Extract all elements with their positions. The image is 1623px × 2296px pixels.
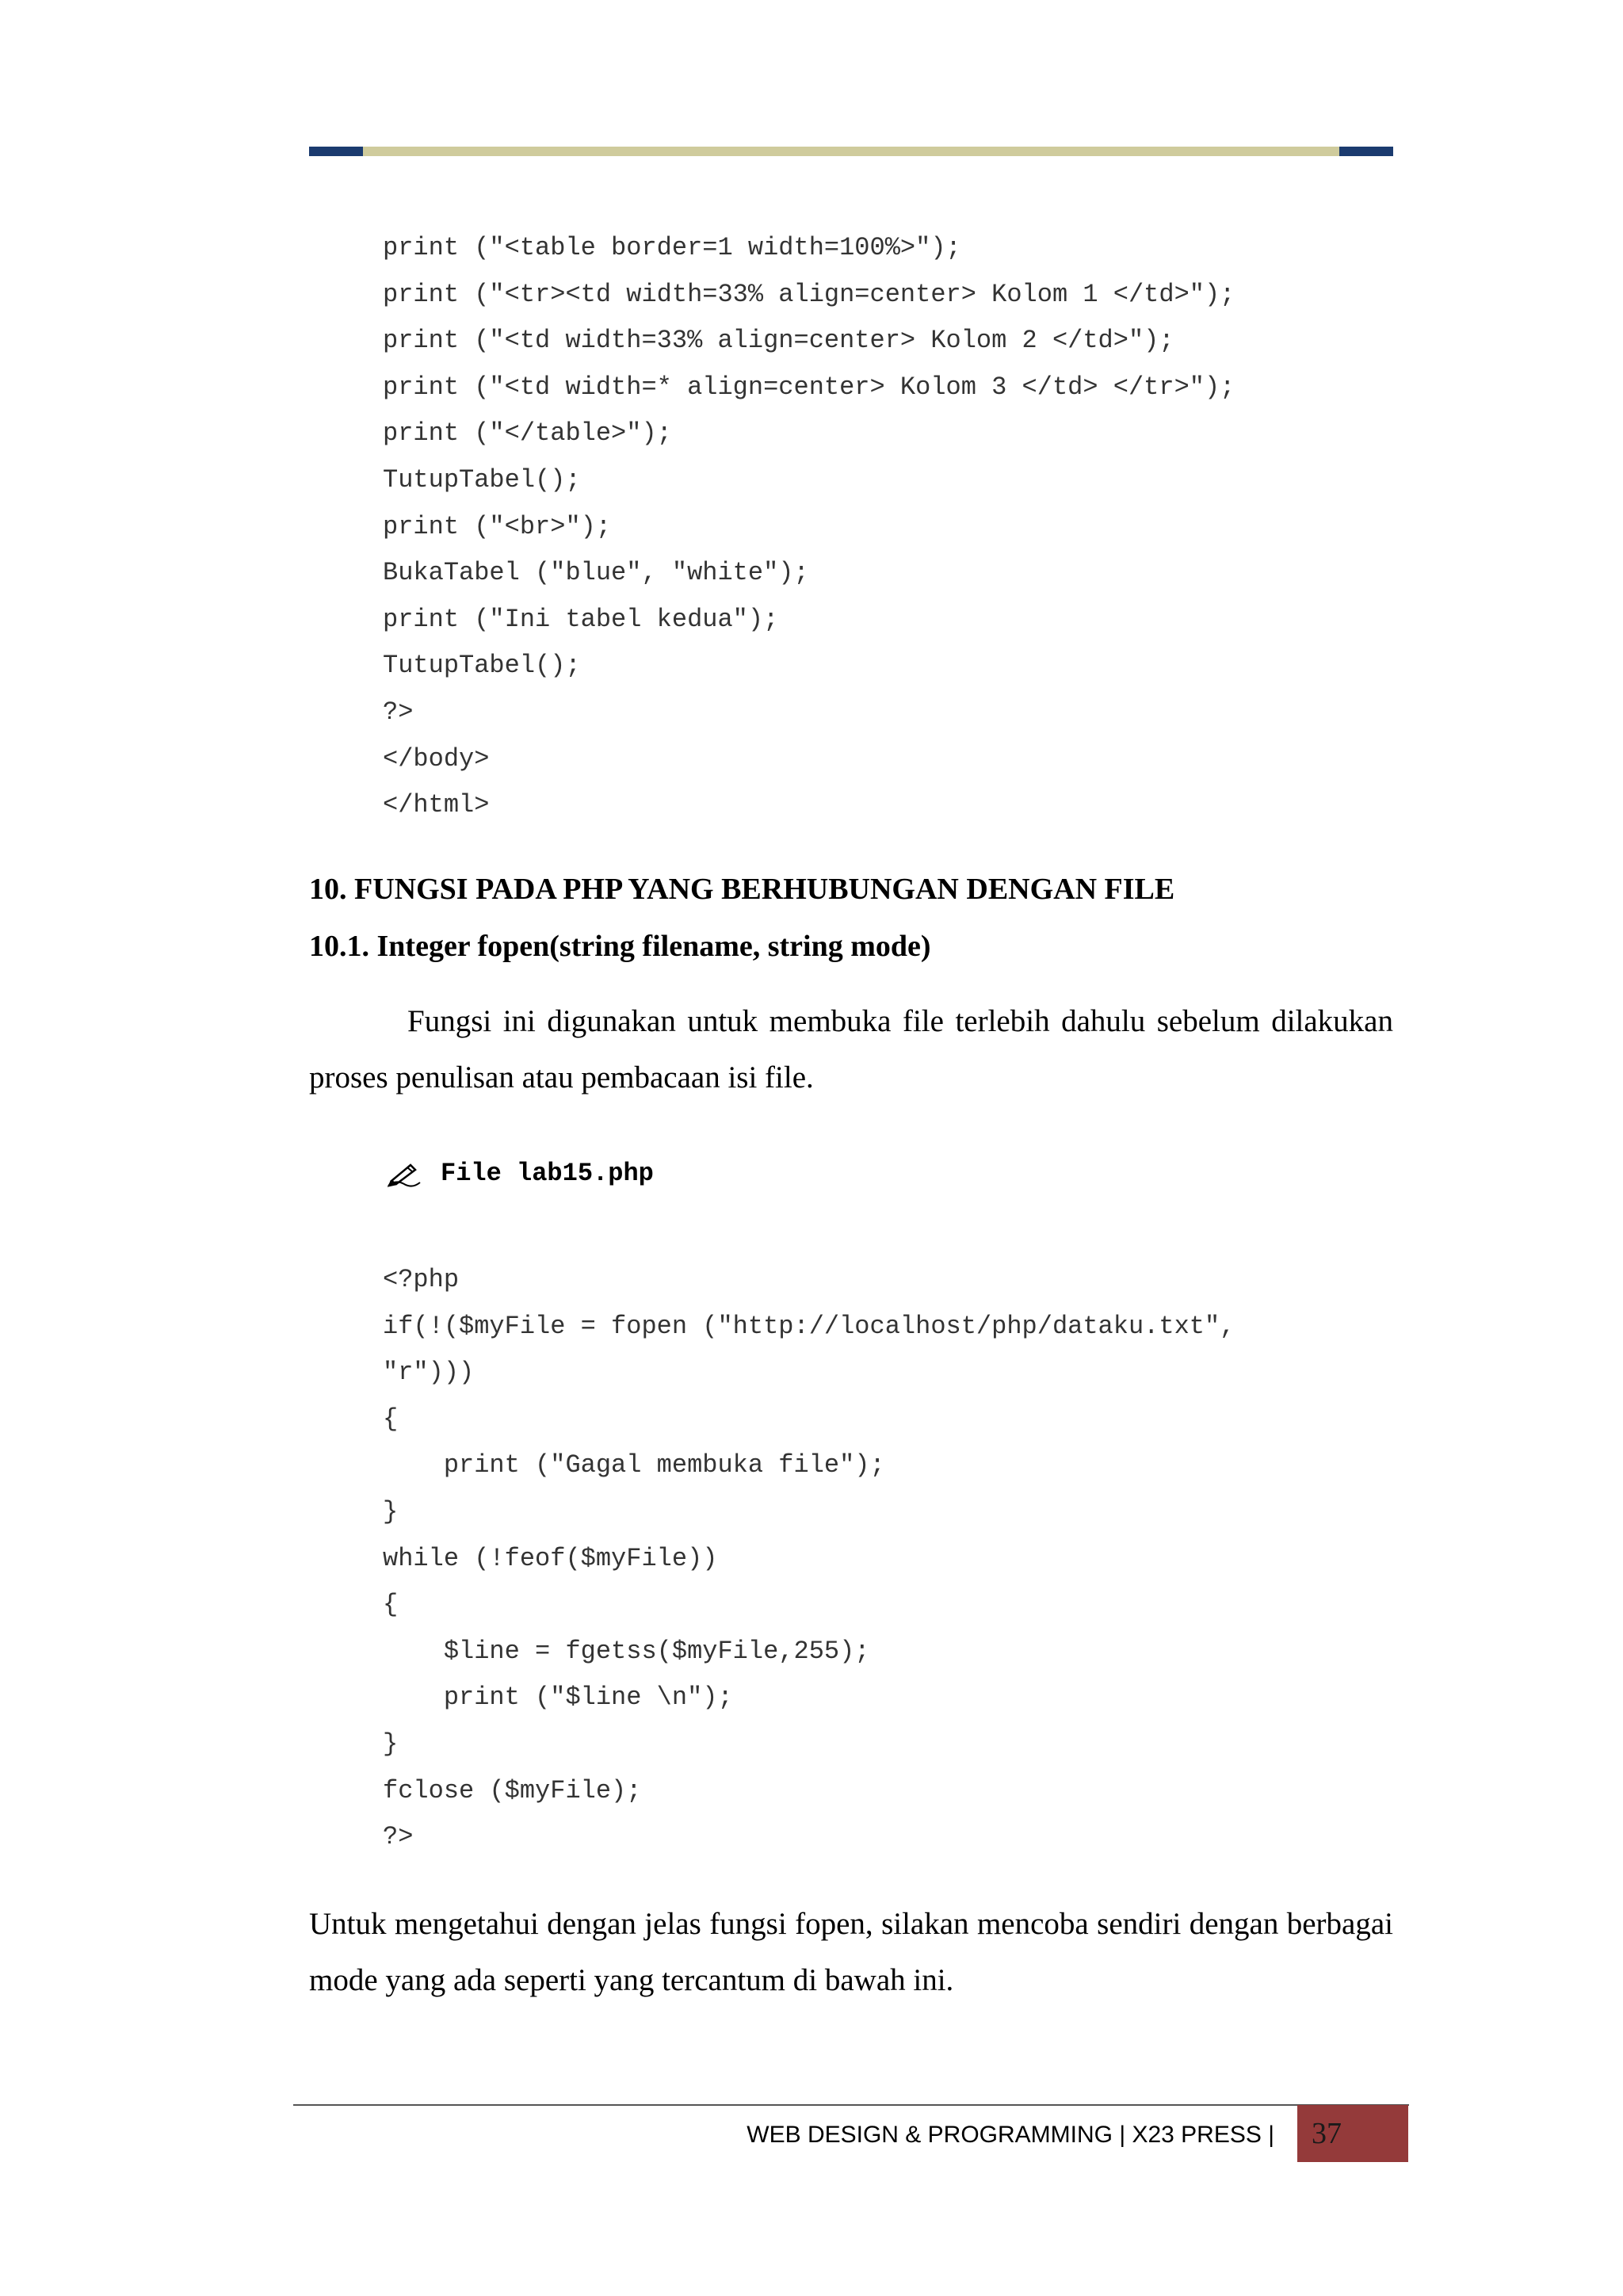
code-line: TutupTabel(); xyxy=(383,651,581,681)
code-line: ?> xyxy=(383,1822,414,1852)
code-line: print ("<tr><td width=33% align=center> Kolom 1 </td>"); xyxy=(383,279,1235,309)
code-line: print ("Gagal membuka file"); xyxy=(383,1450,885,1480)
header-bar-left-accent xyxy=(309,147,363,156)
code-line: if(!($myFile = fopen ("http://localhost/php/dataku.txt", xyxy=(383,1311,1235,1341)
code-line: print ("<br>"); xyxy=(383,511,612,541)
header-bar-middle xyxy=(363,147,1339,156)
page-number: 37 xyxy=(1297,2105,1408,2162)
code-line: print ("</table>"); xyxy=(383,418,672,449)
paragraph-fopen-description: Fungsi ini digunakan untuk membuka file terlebih dahulu sebelum dilakukan proses penulisan atau pembacaan isi file. xyxy=(309,1004,1393,1095)
code-line: "r"))) xyxy=(383,1358,475,1388)
code-line: </html> xyxy=(383,790,490,820)
code-line: print ("$line \n"); xyxy=(383,1683,733,1713)
code-line: </body> xyxy=(383,743,490,774)
code-block-2 xyxy=(383,1257,1413,1861)
file-label xyxy=(387,1159,654,1188)
subsection-heading: 10.1. Integer fopen(string filename, string mode) xyxy=(309,930,931,963)
code-block-1 xyxy=(383,225,1413,829)
code-line: print ("<td width=* align=center> Kolom 3 </td> </tr>"); xyxy=(383,372,1235,402)
paragraph-fopen-modes: Untuk mengetahui dengan jelas fungsi fopen, silakan mencoba sendiri dengan berbagai mode yang ada seperti yang tercantum di bawah ini. xyxy=(309,1907,1393,1997)
pencil-icon xyxy=(387,1160,422,1187)
code-line: <?php xyxy=(383,1265,460,1294)
code-line: } xyxy=(383,1496,399,1526)
section-heading: 10. FUNGSI PADA PHP YANG BERHUBUNGAN DENGAN FILE xyxy=(309,873,1175,906)
code-line: { xyxy=(383,1404,399,1434)
header-bar-right-accent xyxy=(1339,147,1393,156)
footer-title: WEB DESIGN & PROGRAMMING | X23 PRESS | xyxy=(747,2122,1274,2148)
code-line: print ("Ini tabel kedua"); xyxy=(383,604,779,634)
header-decoration-bar xyxy=(309,147,1393,156)
code-line: } xyxy=(383,1729,399,1759)
code-line: fclose ($myFile); xyxy=(383,1775,642,1805)
code-line: { xyxy=(383,1590,399,1620)
code-line: print ("<table border=1 width=100%>"); xyxy=(383,233,961,262)
code-line: TutupTabel(); xyxy=(383,464,581,495)
code-line: while (!feof($myFile)) xyxy=(383,1543,718,1573)
file-label-text: File lab15.php xyxy=(441,1159,654,1188)
code-line: ?> xyxy=(383,697,414,727)
code-line: print ("<td width=33% align=center> Kolom 2 </td>"); xyxy=(383,326,1174,356)
code-line: $line = fgetss($myFile,255); xyxy=(383,1636,870,1666)
footer-divider xyxy=(293,2104,1409,2106)
code-line: BukaTabel ("blue", "white"); xyxy=(383,558,809,588)
